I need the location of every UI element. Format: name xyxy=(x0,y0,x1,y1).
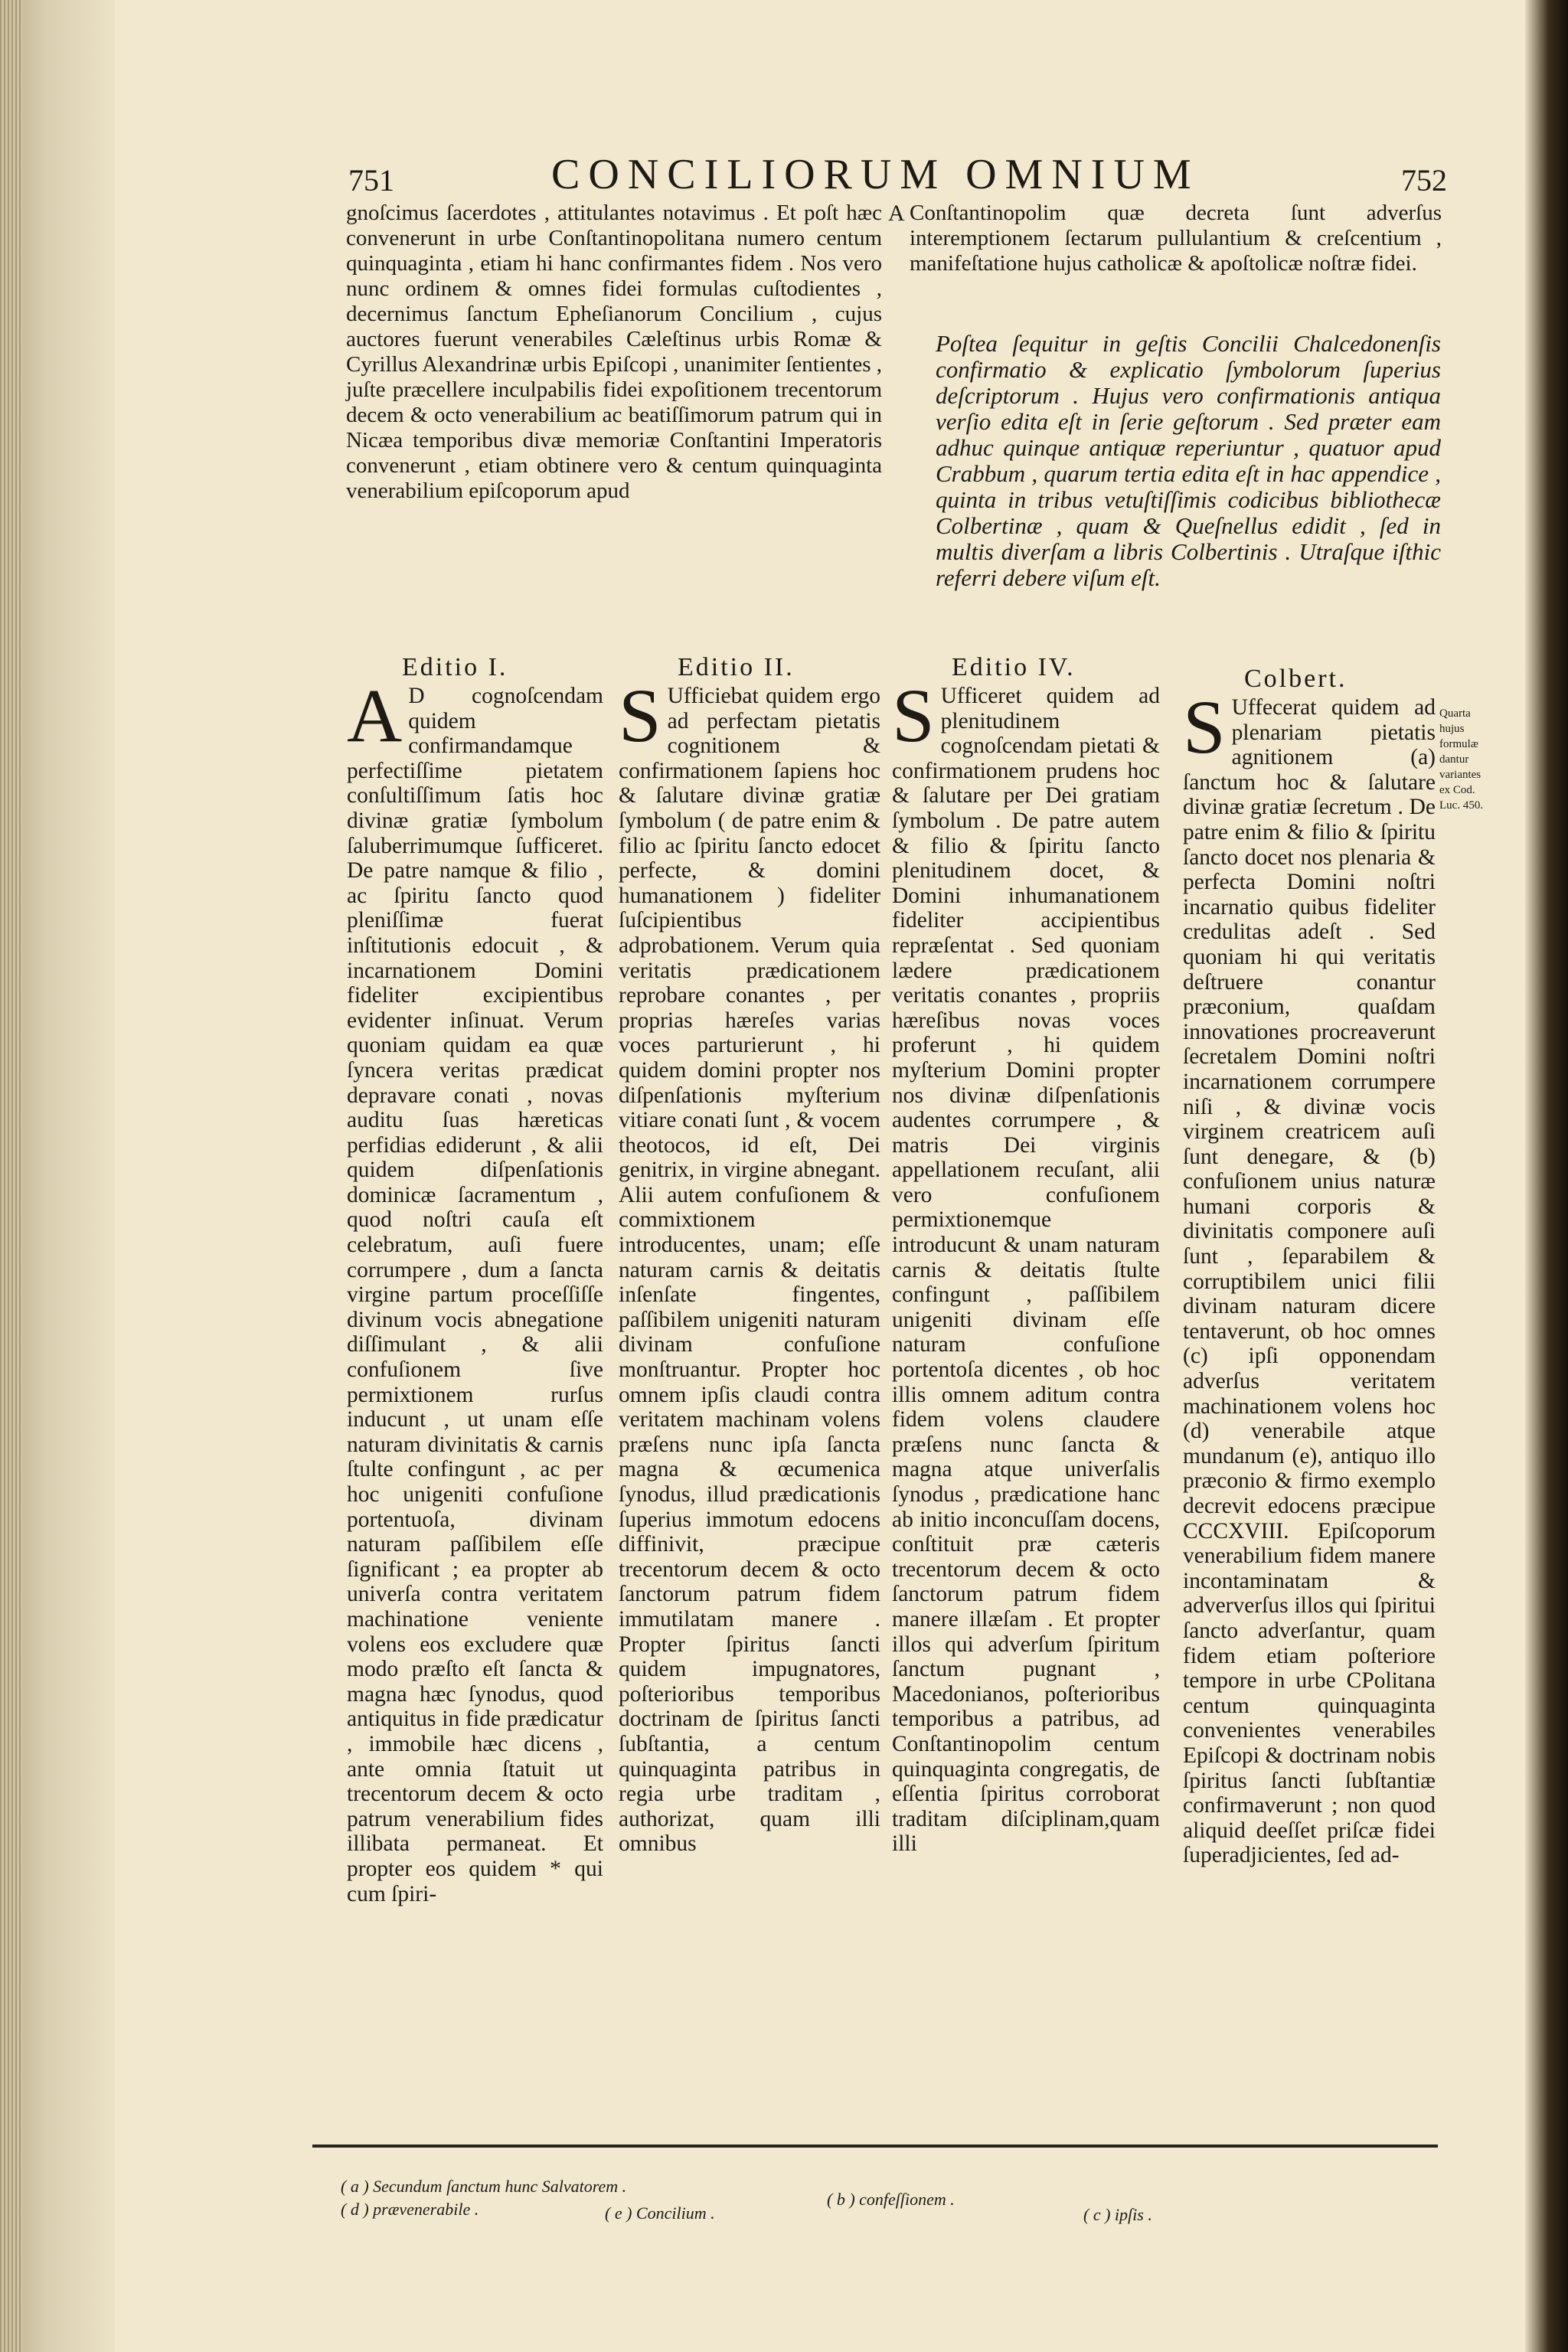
column-heading-editio-2: Editio II. xyxy=(678,653,795,681)
footnote-rule xyxy=(312,2145,1438,2148)
column-text: Uffecerat quidem ad plenariam pietatis agnitionem (a) ſanctum hoc & ſalutare divinæ gratiæ ſecretum . De patre enim & filio & ſpiritu ſancto docet nos plenaria & perfecta Domini noſtri incarnatio quibus fideliter credulitas adeſt . Sed quoniam hi qui veritatis deſtruere conantur præconium, quaſdam innovationes procreaverunt ſecretalem Domini noſtri incarnationem corrumpere niſi , & divinæ vocis virginem creatricem auſi ſunt denegare, & (b) confuſionem unius naturæ humani corporis & divinitatis componere auſi ſunt , ſeparabilem & corruptibilem unici filii divinam naturam dicere tentaverunt, ob hoc omnes (c) ipſi opponendam adverſus veritatem machinationem volens hoc (d) venerabile atque mundanum (e), antiquo illo præconio & firmo exemplo decrevit edocens præcipue CCCXVIII. Epiſcoporum venerabilium fidem manere incontaminatam & adververſus illos qui ſpiritui ſancto adverſantur, quam fidem etiam poſteriore tempore in urbe CPolitana centum quinquaginta convenientes venerabiles Epiſcopi & doctrinam nobis ſpiritus ſancti ſubſtantiæ confirmaverunt ; non quod aliquid deeſſet priſcæ fidei ſuperadjicientes, ſed ad- xyxy=(1183,695,1436,1868)
drop-cap: S xyxy=(892,673,935,758)
top-left-text: gnoſcimus ſacerdotes , attitulantes notavimus . Et poſt hæc convenerunt in urbe Conſtantinopolitana numero centum quinquaginta , etiam hi hanc confirmantes fidem . Nos vero nunc ordinem & omnes fidei formulas cuſtodientes , decernimus ſanctum Epheſianorum Concilium , cujus auctores fuerunt venerabiles Cæleſtinus urbis Romæ & Cyrillus Alexandrinæ urbis Epiſcopi , unanimiter ſentientes , juſte præcellere inculpabilis fidei expoſitionem trecentorum decem & octo venerabilium ac beatiſſimorum patrum qui in Nicæa temporibus divæ memoriæ Conſtantini Imperatoris convenerunt , etiam obtinere vero & centum quinquaginta venerabilium epiſcoporum apud xyxy=(346,201,882,503)
footnote-a: ( a ) Secundum ſanctum hunc Salvatorem . xyxy=(341,2177,627,2196)
column-editio-1 xyxy=(347,673,603,1906)
footnote-d: ( d ) prævenerabile . xyxy=(341,2200,479,2219)
drop-cap: A xyxy=(347,673,403,758)
margin-note: Quarta hujus formulæ dantur variantes ex Cod. Luc. 450. xyxy=(1439,707,1484,812)
margin-letter-a: A xyxy=(888,201,905,226)
page-number-left: 751 xyxy=(348,163,394,198)
top-right-text: Conſtantinopolim quæ decreta ſunt adverſus interemptionem ſectarum pullulantium & creſcentium , manifeſtatione hujus catholicæ & apoſtolicæ noſtræ fidei. xyxy=(910,201,1442,276)
column-editio-4 xyxy=(892,673,1160,1857)
column-text: D cognoſcendam quidem confirmandamque perfectiſſime pietatem conſultiſſimum ſatis hoc divinæ gratiæ ſymbolum ſaluberrimumque ſufficeret. De patre namque & filio , ac ſpiritu ſancto quod pleniſſimæ fuerat inſtitutionis edocuit , & incarnationem Domini fideliter excipientibus evidenter inſinuat. Verum quoniam quidam ea quæ ſyncera veritas prædicat depravare conati , novas auditu ſuas hæreticas perfidias ediderunt , & alii quidem diſpenſationis dominicæ ſacramentum , quod noſtri cauſa eſt celebratum, auſi fuere corrumpere , dum a ſancta virgine partum proceſſiſſe divinum vocis abnegatione diſſimulant , & alii confuſionem ſive permixtionem rurſus inducunt , ut unam eſſe naturam divinitatis & carnis ſtulte confingunt , ac per hoc unigeniti confuſione portentuoſa, divinam naturam paſſibilem eſſe ſignificant ; ea propter ab univerſa contra veritatem machinatione veniente volens eos excludere quæ modo præſto eſt ſancta & magna hæc ſynodus, quod antiquitus in fide prædicatur , immobile hæc dicens , ante omnia ſtatuit ut trecentorum decem & octo patrum venerabilium fides illibata permaneat. Et propter eos quidem * qui cum ſpiri- xyxy=(347,684,603,1906)
footnote-b: ( b ) confeſſionem . xyxy=(827,2190,955,2209)
column-heading-editio-4: Editio IV. xyxy=(952,653,1076,681)
column-heading-colbert: Colbert. xyxy=(1244,665,1348,693)
drop-cap: S xyxy=(1183,684,1226,769)
footnote-c: ( c ) ipſis . xyxy=(1083,2205,1152,2224)
column-editio-2 xyxy=(619,673,880,1857)
column-colbert xyxy=(1183,684,1436,1868)
editorial-note: Poſtea ſequitur in geſtis Concilii Chalcedonenſis confirmatio & explicatio ſymbolorum ſuperius deſcriptorum . Hujus vero confirmationis antiqua verſio edita eſt in ſerie geſtorum . Sed præter eam adhuc quinque antiquæ reperiuntur , quatuor apud Crabbum , quarum tertia edita eſt in hac appendice , quinta in tribus vetuſtiſſimis codicibus bibliothecæ Colbertinæ , quam & Queſnellus edidit , ſed in multis diverſam a libris Colbertinis . Utraſque iſthic referri debere viſum eſt. xyxy=(936,330,1441,591)
drop-cap: S xyxy=(619,673,662,758)
column-text: Ufficeret quidem ad plenitudinem cognoſcendam pietati & confirmationem prudens hoc & ſalutare per Dei gratiam ſymbolum . De patre autem & filio & ſpiritu ſancto plenitudinem docet, & Domini inhumanationem fideliter accipientibus repræſentat . Sed quoniam lædere prædicationem veritatis conantes , propriis hæreſibus novas voces proferunt , hi quidem myſterium Domini propter nos divinæ diſpenſationis audentes corrumpere , & matris Dei virginis appellationem recuſant, alii vero confuſionem permixtionemque introducunt & unam naturam carnis & deitatis ſtulte confingunt , paſſibilem unigeniti divinam eſſe naturam confuſione portentoſa dicentes , ob hoc illis omnem aditum contra fidem volens claudere præſens nunc ſancta & magna atque univerſalis ſynodus , prædicatione hanc ab initio inconcuſſam docens, conſtituit præ cæteris trecentorum decem & octo ſanctorum patrum fidem manere illæſam . Et propter illos qui adverſum ſpiritum ſanctum pugnant , Macedonianos, poſterioribus temporibus a patribus, ad Conſtantinopolim centum quinquaginta congregatis, de eſſentia ſpiritus corroborat traditam diſciplinam,quam illi xyxy=(892,684,1160,1857)
column-heading-editio-1: Editio I. xyxy=(402,653,508,681)
column-text: Ufficiebat quidem ergo ad perfectam pietatis cognitionem & confirmationem ſapiens hoc & ſalutare divinæ gratiæ ſymbolum ( de patre enim & filio ac ſpiritu ſancto edocet perfecte, & domini humanationem ) fideliter ſuſcipientibus adprobationem. Verum quia veritatis prædicationem reprobare conantes , per proprias hæreſes varias voces parturierunt , hi quidem domini propter nos diſpenſationis myſterium vitiare conati ſunt , & vocem theotocos, id eſt, Dei genitrix, in virgine abnegant. Alii autem confuſionem & commixtionem introducentes, unam; eſſe naturam carnis & deitatis inſenſate fingentes, paſſibilem unigeniti naturam divinam confuſione monſtruantur. Propter hoc omnem ipſis claudi contra veritatem machinam volens præſens nunc ipſa ſancta magna & œcumenica ſynodus, illud prædicationis ſuperius immotum edocens diffinivit, præcipue trecentorum decem & octo ſanctorum patrum fidem immutilatam manere . Propter ſpiritus ſancti quidem impugnatores, poſterioribus temporibus doctrinam de ſpiritus ſancti ſubſtantia, a centum quinquaginta patribus in regia urbe traditam , authorizat, quam illi omnibus xyxy=(619,684,880,1857)
page-number-right: 752 xyxy=(1401,163,1447,198)
running-title: CONCILIORUM OMNIUM xyxy=(551,151,1200,198)
footnote-e: ( e ) Concilium . xyxy=(605,2203,715,2223)
right-page-edge xyxy=(1525,0,1568,2352)
binding-edge xyxy=(0,0,23,2352)
